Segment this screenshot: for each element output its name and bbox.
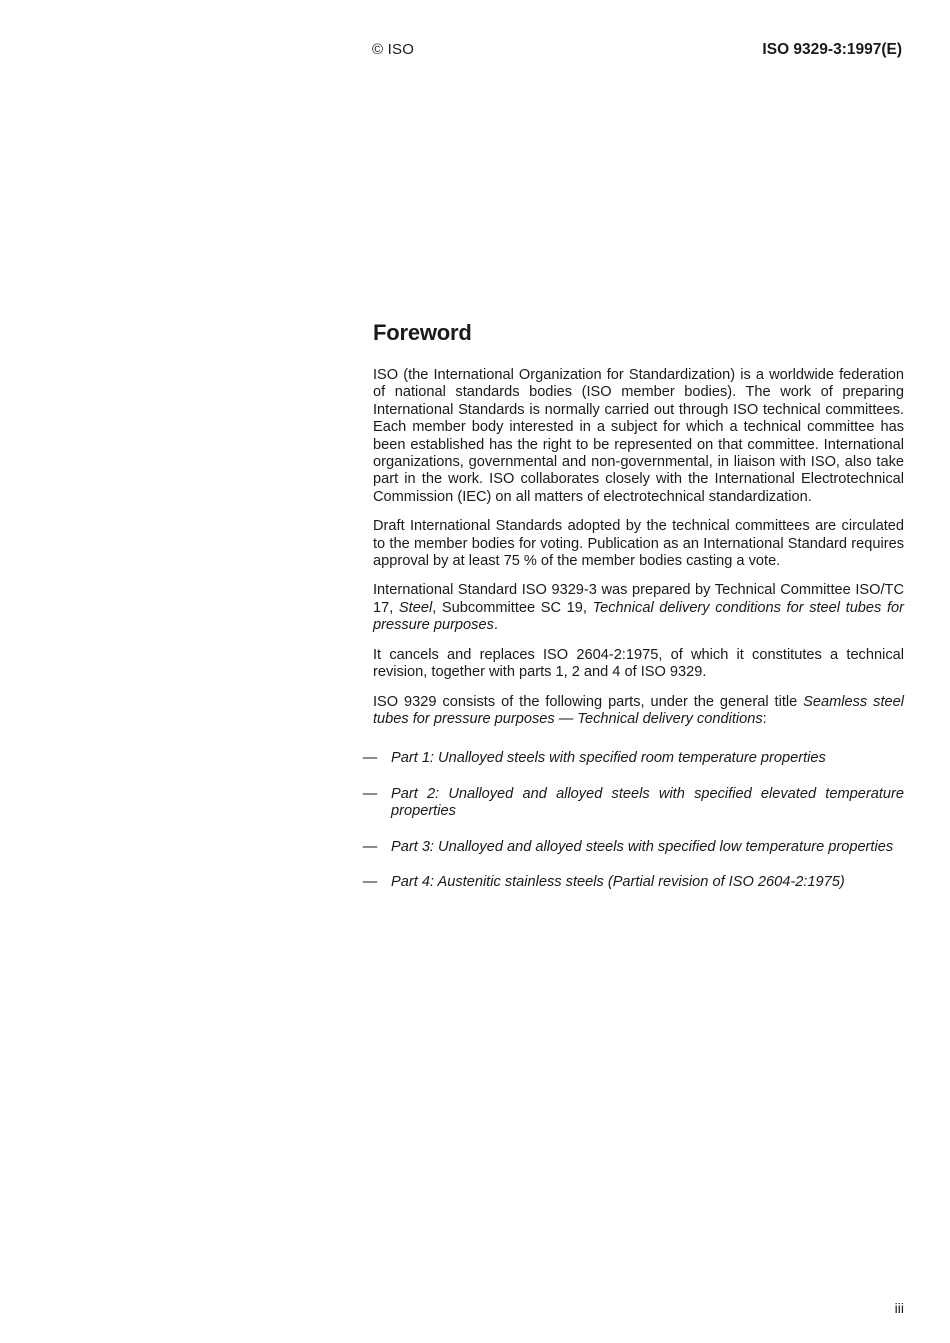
preparation-text-a: International Standard ISO 9329-3 was prepared by Technical Committee ISO/TC 17, (373, 582, 904, 616)
list-item (362, 785, 904, 821)
list-dash: — (362, 785, 378, 802)
page-number: iii (894, 1300, 904, 1316)
list-dash: — (362, 873, 378, 890)
paragraph-iso-description: ISO (the International Organization for Standardization) is a worldwide federation of national standards bodies (ISO member bodies). The work of preparing International Standards is normally carried out through ISO technical committees. Each member body interested in a subject for which a technical committee has been established has the right to be represented on that committee. International organizations, governmental and non-governmental, in liaison with ISO, also take part in the work. ISO collaborates closely with the International Electrotechnical Commission (IEC) on all matters of electrotechnical standardization. (373, 367, 904, 505)
list-item (362, 873, 904, 891)
paragraph-cancellation: It cancels and replaces ISO 2604-2:1975, of which it constitutes a technical revision, together with parts 1, 2 and 4 of ISO 9329. (373, 646, 904, 681)
list-item (362, 750, 904, 767)
parts-general-title: Seamless steel tubes for pressure purposes — Technical delivery conditions (373, 693, 904, 727)
list-item (362, 838, 904, 856)
list-dash: — (362, 750, 378, 767)
preparation-committee-name: Steel (398, 599, 433, 616)
part-1-title: Part 1: Unalloyed steels with specified room temperature properties (391, 750, 826, 767)
preparation-text-c: , Subcommittee SC 19, (432, 599, 593, 616)
header-copyright: © ISO (372, 41, 415, 58)
parts-intro-text-a: ISO 9329 consists of the following parts, under the general title (373, 693, 804, 710)
paragraph-parts-intro (373, 694, 904, 729)
part-3-title: Part 3: Unalloyed and alloyed steels with specified low temperature properties (391, 838, 894, 855)
parts-intro-text-c: : (762, 710, 767, 727)
foreword-body (362, 367, 904, 909)
part-4-title: Part 4: Austenitic stainless steels (Partial revision of ISO 2604-2:1975) (391, 873, 845, 890)
list-dash: — (362, 838, 378, 855)
preparation-subcommittee-title: Technical delivery conditions for steel tubes for pressure purposes (373, 599, 904, 634)
paragraph-draft-standards: Draft International Standards adopted by the technical committees are circulated to the member bodies for voting. Publication as an International Standard requires approval by at least 75 % of the member bodies casting a vote. (373, 518, 904, 570)
page-title: Foreword (373, 320, 472, 345)
preparation-text-e: . (493, 617, 498, 634)
parts-list (362, 750, 904, 891)
header-standard-id: ISO 9329-3:1997(E) (762, 41, 902, 58)
part-2-title: Part 2: Unalloyed and alloyed steels with specified elevated temperature properties (391, 785, 904, 820)
paragraph-preparation (373, 582, 904, 634)
